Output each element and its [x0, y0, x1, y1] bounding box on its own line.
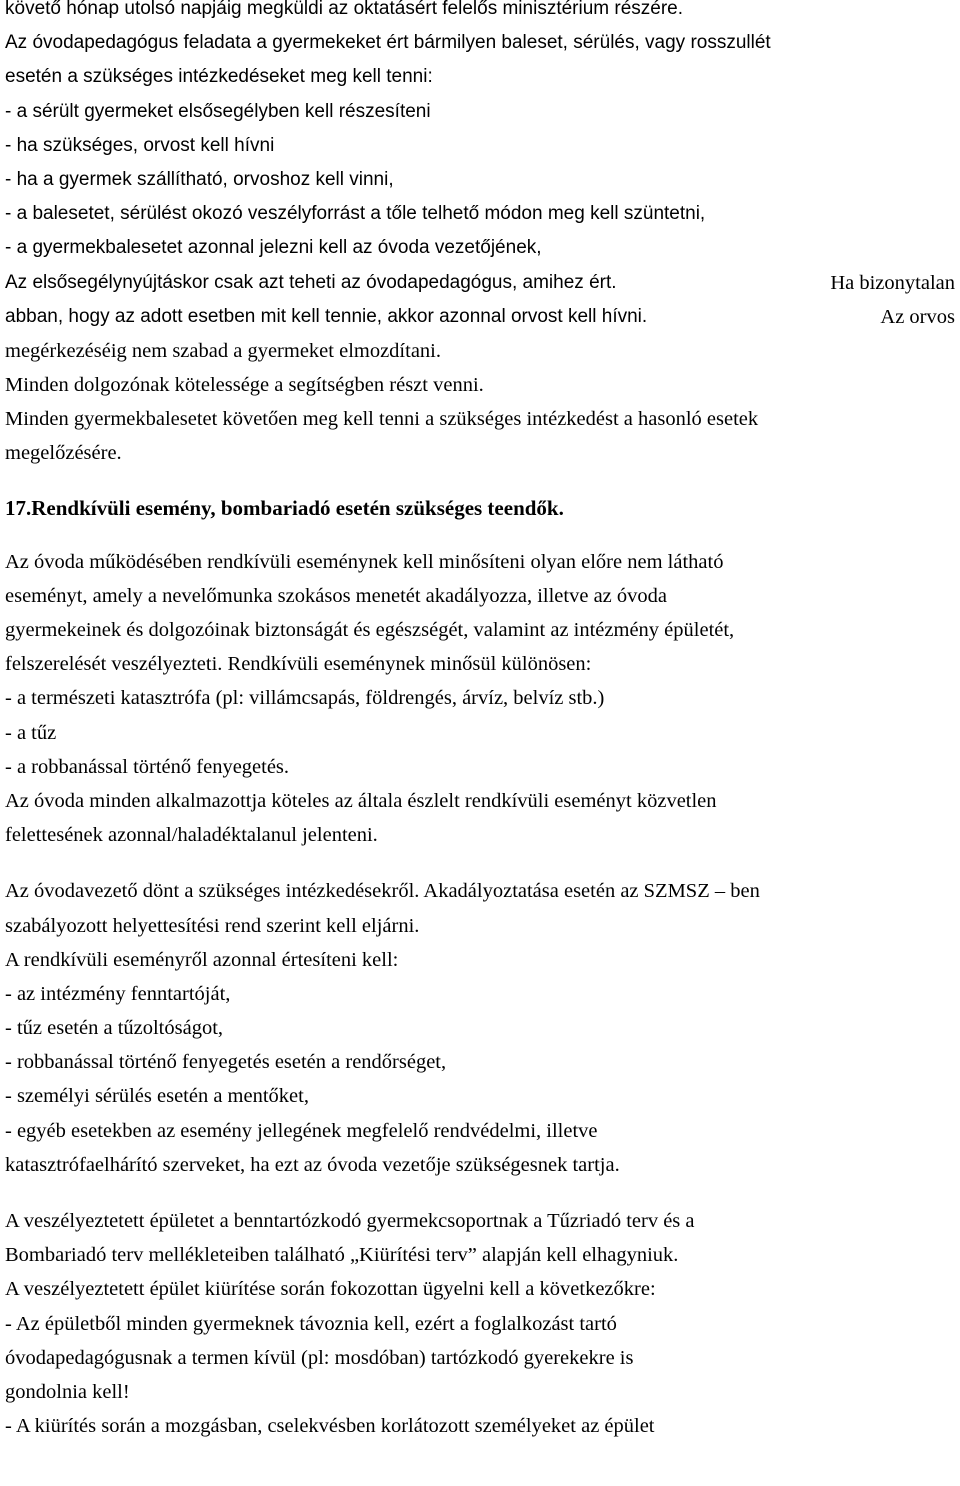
text-line: A veszélyeztetett épületet a benntartózkodó gyermekcsoportnak a Tűzriadó terv és a [5, 1210, 695, 1232]
text-line: óvodapedagógusnak a termen kívül (pl: mosdóban) tartózkodó gyerekekre is [5, 1346, 634, 1369]
text-segment: Az orvos [880, 305, 955, 328]
text-line: megérkezéséig nem szabad a gyermeket elmozdítani. [5, 339, 441, 362]
text-line: - a természeti katasztrófa (pl: villámcsapás, földrengés, árvíz, belvíz stb.) [5, 687, 605, 710]
text-line: Minden gyermekbalesetet követően meg kell tenni a szükséges intézkedést a hasonló esetek [5, 408, 759, 431]
text-line: katasztrófaelhárító szerveket, ha ezt az óvoda vezetője szükségesnek tartja. [5, 1153, 620, 1176]
paragraph-gap [5, 471, 955, 489]
text-line: - a balesetet, sérülést okozó veszélyforrást a tőle telhető módon meg kell szüntetni, [5, 203, 706, 225]
text-line: - az intézmény fenntartóját, [5, 982, 231, 1005]
text-line: - egyéb esetekben az esemény jellegének megfelelő rendvédelmi, illetve [5, 1119, 598, 1142]
paragraph-gap [5, 852, 955, 874]
paragraph-gap [5, 527, 955, 545]
text-line: szabályozott helyettesítési rend szerint kell eljárni. [5, 914, 420, 937]
text-line: Az óvodavezető dönt a szükséges intézkedésekről. Akadályoztatása esetén az SZMSZ – ben [5, 880, 760, 903]
text-line: eseményt, amely a nevelőmunka szokásos menetét akadályozza, illetve az óvoda [5, 584, 667, 607]
text-line: gondolnia kell! [5, 1380, 130, 1403]
text-line: követő hónap utolsó napjáig megküldi az oktatásért felelős minisztérium részére. [5, 0, 684, 19]
text-line: - ha szükséges, orvost kell hívni [5, 134, 275, 156]
text-line: - a gyermekbalesetet azonnal jelezni kell az óvoda vezetőjének, [5, 237, 542, 259]
paragraph-gap [5, 1182, 955, 1204]
text-line: Az óvoda működésében rendkívüli eseménynek kell minősíteni olyan előre nem látható [5, 550, 724, 573]
text-line: - tűz esetén a tűzoltóságot, [5, 1017, 224, 1040]
text-line: esetén a szükséges intézkedéseket meg kell tenni: [5, 66, 433, 88]
text-line: Minden dolgozónak kötelessége a segítségben részt venni. [5, 374, 484, 397]
section-heading [5, 489, 955, 527]
text-line: - A kiürítés során a mozgásban, cselekvésben korlátozott személyeket az épület [5, 1415, 655, 1438]
text-segment: Ha bizonytalan [830, 271, 955, 294]
text-line: A veszélyeztetett épület kiürítése során fokozottan ügyelni kell a következőkre: [5, 1278, 656, 1301]
text-line: Az óvoda minden alkalmazottja köteles az általa észlelt rendkívüli eseményt közvetlen [5, 789, 717, 812]
text-line: - a tűz [5, 721, 57, 744]
document-page [5, 0, 955, 1443]
text-line: - személyi sérülés esetén a mentőket, [5, 1085, 309, 1108]
text-line: megelőzésére. [5, 442, 122, 465]
text-line: Az óvodapedagógus feladata a gyermekeket ért bármilyen baleset, sérülés, vagy rosszullét [5, 32, 771, 54]
text-line: gyermekeinek és dolgozóinak biztonságát és egészségét, valamint az intézmény épületét, [5, 619, 735, 641]
text-line [5, 266, 955, 300]
text-line: felszerelését veszélyezteti. Rendkívüli eseménynek minősül különösen: [5, 653, 592, 676]
text-line: - Az épületből minden gyermeknek távoznia kell, ezért a foglalkozást tartó [5, 1312, 617, 1335]
text-line: - a robbanással történő fenyegetés. [5, 755, 290, 778]
section-number: 17. [5, 495, 32, 520]
section-title: Rendkívüli esemény, bombariadó esetén szükséges teendők. [31, 495, 564, 520]
text-line: Bombariadó terv mellékleteiben található „Kiürítési terv” alapján kell elhagyniuk. [5, 1244, 679, 1267]
text-line: - a sérült gyermeket elsősegélyben kell részesíteni [5, 100, 431, 122]
text-line: - ha a gyermek szállítható, orvoshoz kell vinni, [5, 168, 394, 190]
text-line: - robbanással történő fenyegetés esetén a rendőrséget, [5, 1051, 447, 1074]
text-segment: abban, hogy az adott esetben mit kell tennie, akkor azonnal orvost kell hívni. [5, 305, 648, 327]
text-line: A rendkívüli eseményről azonnal értesíteni kell: [5, 948, 399, 971]
text-line [5, 300, 955, 334]
text-segment: Az elsősegélynyújtáskor csak azt teheti az óvodapedagógus, amihez ért. [5, 271, 617, 293]
text-line: felettesének azonnal/haladéktalanul jelenteni. [5, 824, 378, 847]
